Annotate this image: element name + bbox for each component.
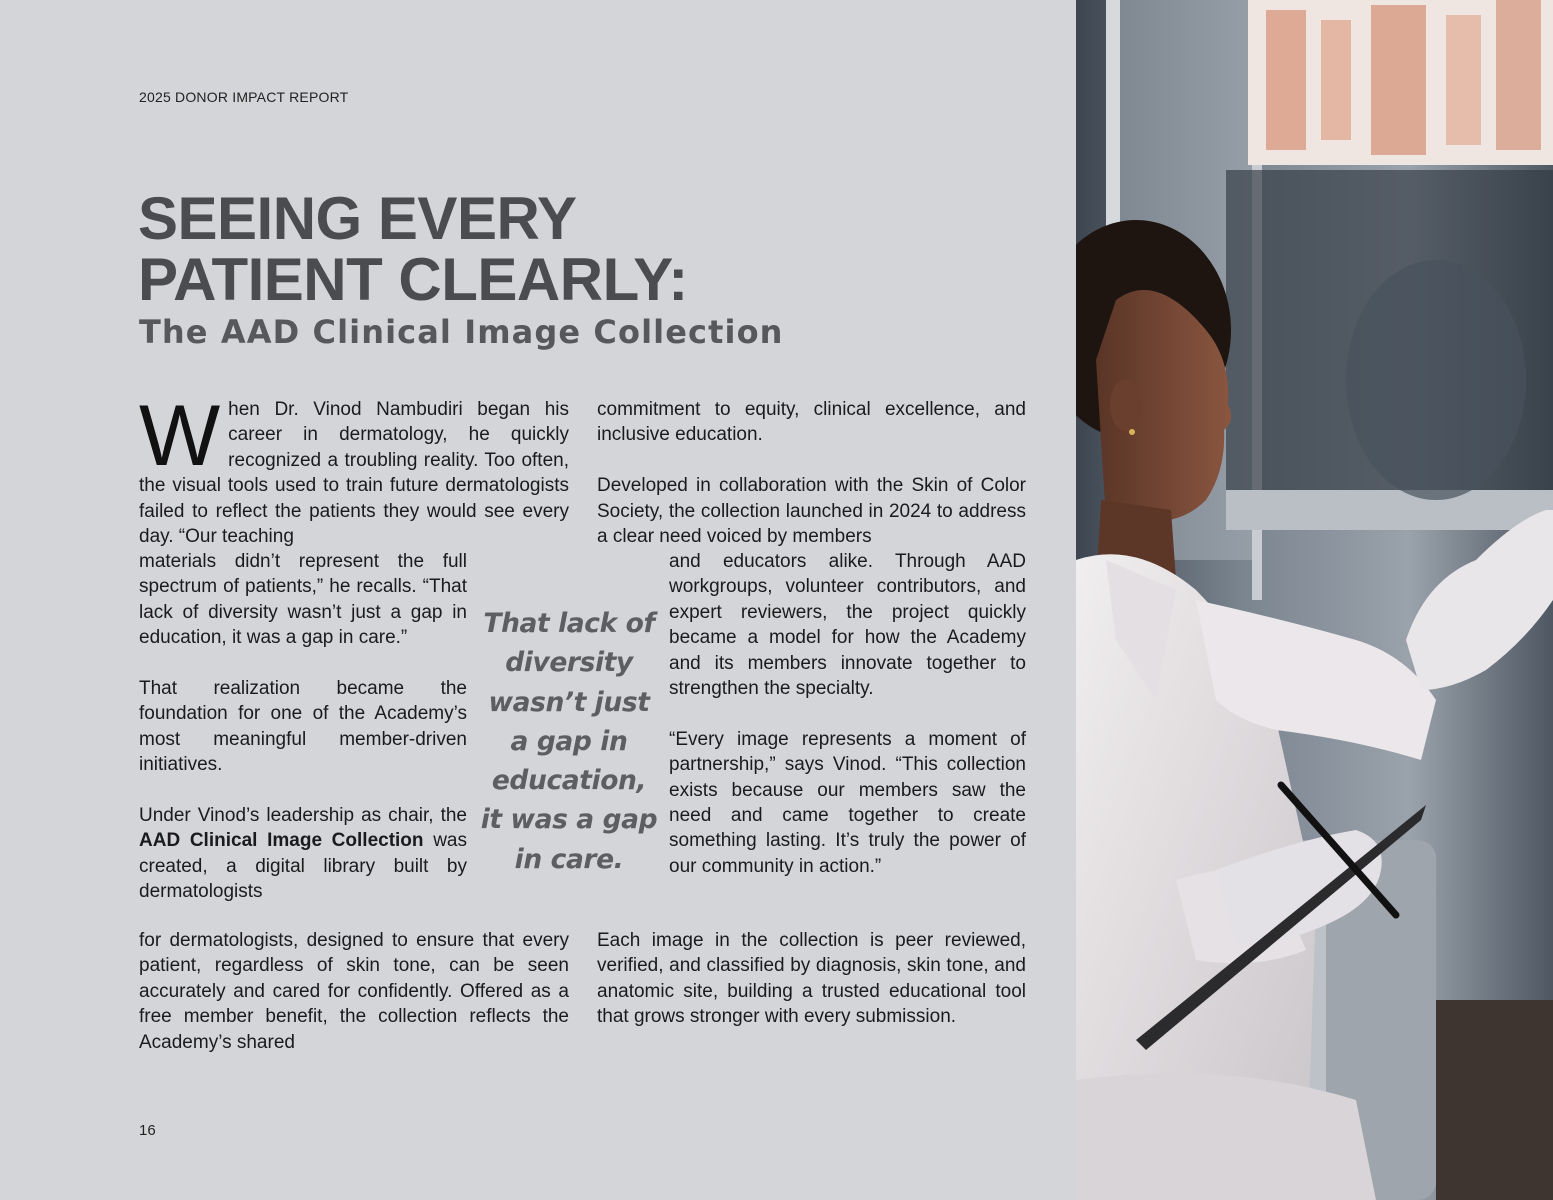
paragraph-3-narrow-end: was created, a digital library built by dermatologists (139, 830, 467, 903)
paragraph-1-top (139, 388, 569, 549)
paragraph-1-top-text: hen Dr. Vinod Nambudiri began his career in dermatology, he quickly recognized a troubling reality. Too often, the visual tools used to train future dermatologists failed to reflect the patients they would see every day. “Our teaching (139, 399, 569, 548)
collection-name-bold: AAD Clinical Image Collection (139, 830, 424, 852)
paragraph-3-start: Under Vinod’s leadership as chair, the (139, 805, 467, 827)
photo-illustration (1076, 0, 1553, 1200)
paragraph-3-bottom: for dermatologists, designed to ensure that every patient, regardless of skin tone, can be seen accurately and cared for confidently. Offered as a free member benefit, the collection reflects the Academy’s shared (139, 930, 569, 1053)
paragraph-4-narrow: and educators alike. Through AAD workgroups, volunteer contributors, and expert reviewers, the project quickly became a model for how the Academy and its members innovate together to strengthen the specialty. (669, 551, 1026, 700)
paragraph-3-continued: commitment to equity, clinical excellence, and inclusive education. (597, 399, 1026, 446)
left-column-top (139, 388, 569, 549)
pull-quote: That lack of diversity wasn’t just a gap in education, it was a gap in care. (480, 608, 658, 875)
headline-line-1: SEEING EVERY (138, 185, 577, 252)
subtitle: The AAD Clinical Image Collection (139, 313, 784, 351)
page-number: 16 (139, 1122, 156, 1139)
paragraph-3-narrow (139, 803, 467, 905)
drop-cap: W (139, 388, 221, 484)
left-column-narrow (139, 549, 467, 905)
paragraph-1-narrow: materials didn’t represent the full spectrum of patients,” he recalls. “That lack of diversity wasn’t just a gap in education, it was a gap in care.” (139, 551, 467, 649)
dermatologist-photo (1076, 0, 1553, 1200)
left-column-bottom (139, 928, 569, 1055)
paragraph-4-top: Developed in collaboration with the Skin of Color Society, the collection launched in 2024 to address a clear need voiced by members (597, 475, 1026, 548)
running-header: 2025 DONOR IMPACT REPORT (139, 89, 349, 105)
right-column-bottom (597, 928, 1026, 1030)
paragraph-2: That realization became the foundation for one of the Academy’s most meaningful member-driven initiatives. (139, 678, 467, 776)
paragraph-6: Each image in the collection is peer reviewed, verified, and classified by diagnosis, skin tone, and anatomic site, building a trusted educational tool that grows stronger with every submission. (597, 930, 1026, 1028)
headline-line-2: PATIENT CLEARLY: (138, 246, 688, 313)
headline (138, 185, 688, 313)
paragraph-5-quote: “Every image represents a moment of partnership,” says Vinod. “This collection exists because our members saw the need and came together to create something lasting. It’s truly the power of our community in action.” (669, 728, 1026, 877)
right-column-narrow (669, 549, 1026, 905)
